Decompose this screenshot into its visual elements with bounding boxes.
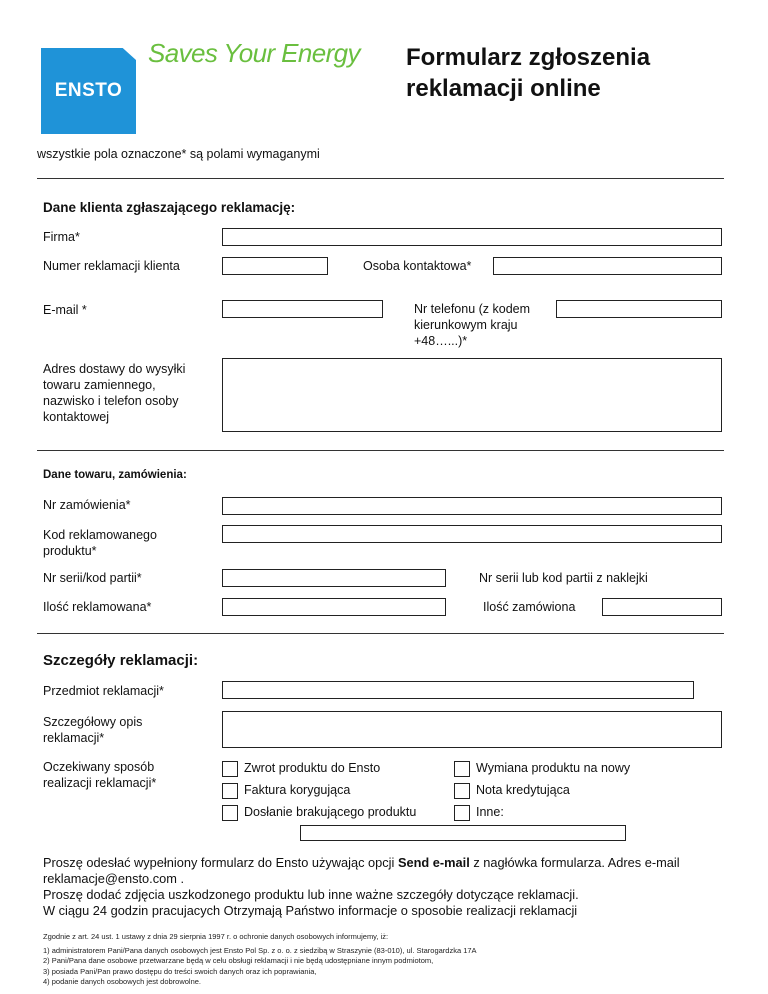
- label-nr-serii: Nr serii/kod partii*: [43, 571, 142, 585]
- divider: [37, 450, 724, 451]
- privacy-item: 3) posiada Pani/Pan prawo dostępu do treści swoich danych oraz ich poprawiania,: [43, 966, 317, 976]
- label-kod-produktu: Kod reklamowanego produktu*: [43, 528, 157, 558]
- label-nr-serii-naklejka: Nr serii lub kod partii z naklejki: [479, 571, 648, 585]
- label-nr-zamowienia: Nr zamówienia*: [43, 498, 131, 512]
- instructions-line-2: Proszę dodać zdjęcia uszkodzonego produktu lub inne ważne szczegóły dotyczące reklamacji.: [43, 887, 579, 902]
- slogan: Saves Your Energy: [148, 38, 360, 68]
- privacy-item: 2) Pani/Pana dane osobowe przetwarzane będą w celu obsługi reklamacji i nie będą udostępniane innym podmiotom,: [43, 956, 434, 965]
- title-line-2: reklamacji online: [406, 75, 601, 102]
- ilosc-reklamowana-field[interactable]: [222, 598, 446, 616]
- nr-zamowienia-field[interactable]: [222, 497, 722, 515]
- checkbox-zwrot[interactable]: [222, 761, 238, 777]
- telefon-field[interactable]: [556, 300, 722, 318]
- label-telefon: Nr telefonu (z kodem kierunkowym kraju +48…...)*: [414, 302, 531, 348]
- label-email: E-mail *: [43, 303, 87, 317]
- label-sposob: Oczekiwany sposób realizacji reklamacji*: [43, 760, 157, 790]
- send-email-label: Send e-mail: [397, 855, 470, 870]
- label-numer-reklamacji: Numer reklamacji klienta: [43, 259, 180, 273]
- checkbox-nota[interactable]: [454, 783, 470, 799]
- numer-reklamacji-field[interactable]: [222, 257, 328, 275]
- title-line-1: Formularz zgłoszenia: [406, 44, 651, 71]
- instructions-text: z nagłówka formularza. Adres e-mail reklamacje@ensto.com .: [43, 855, 680, 886]
- nr-serii-field[interactable]: [222, 569, 446, 587]
- privacy-notes: [43, 932, 733, 988]
- privacy-intro: Zgodnie z art. 24 ust. 1 ustawy z dnia 29 sierpnia 1997 r. o ochronie danych osobowych informujemy, iż:: [43, 932, 389, 941]
- adres-field[interactable]: [222, 358, 722, 432]
- logo-text: ENSTO: [54, 80, 123, 101]
- option-nota: Nota kredytująca: [476, 783, 570, 797]
- page-title: [406, 42, 650, 104]
- product-heading: Dane towaru, zamówienia:: [43, 469, 187, 481]
- label-ilosc-reklamowana: Ilość reklamowana*: [43, 600, 152, 614]
- option-zwrot: Zwrot produktu do Ensto: [244, 761, 381, 775]
- required-note: wszystkie pola oznaczone* są polami wymaganymi: [37, 147, 320, 161]
- label-przedmiot: Przedmiot reklamacji*: [43, 684, 164, 698]
- privacy-item: 4) podanie danych osobowych jest dobrowolne.: [43, 977, 202, 986]
- opis-field[interactable]: [222, 711, 722, 748]
- option-doslanie: Dosłanie brakującego produktu: [244, 805, 417, 819]
- option-faktura: Faktura korygująca: [244, 783, 351, 797]
- label-opis: Szczegółowy opis reklamacji*: [43, 715, 143, 745]
- label-firma: Firma*: [43, 230, 80, 244]
- instructions: [43, 855, 733, 919]
- przedmiot-field[interactable]: [222, 681, 694, 699]
- email-field[interactable]: [222, 300, 383, 318]
- customer-heading: Dane klienta zgłaszającego reklamację:: [43, 200, 296, 215]
- inne-field[interactable]: [300, 825, 626, 841]
- instructions-text: Proszę odesłać wypełniony formularz do Ensto używając opcji: [43, 855, 398, 870]
- osoba-kontaktowa-field[interactable]: [493, 257, 722, 275]
- firma-field[interactable]: [222, 228, 722, 246]
- instructions-line-3: W ciągu 24 godzin pracujacych Otrzymają Państwo informacje o sposobie realizacji reklamacji: [43, 903, 578, 918]
- ilosc-zamowiona-field[interactable]: [602, 598, 722, 616]
- divider: [37, 633, 724, 634]
- label-adres: Adres dostawy do wysyłki towaru zamiennego, nazwisko i telefon osoby kontaktowej: [43, 362, 186, 424]
- checkbox-inne[interactable]: [454, 805, 470, 821]
- option-inne: Inne:: [476, 805, 504, 819]
- instructions-line-1: [43, 855, 733, 887]
- option-wymiana: Wymiana produktu na nowy: [476, 761, 631, 775]
- checkbox-wymiana[interactable]: [454, 761, 470, 777]
- checkbox-doslanie[interactable]: [222, 805, 238, 821]
- kod-produktu-field[interactable]: [222, 525, 722, 543]
- label-ilosc-zamowiona: Ilość zamówiona: [483, 600, 576, 614]
- divider: [37, 178, 724, 179]
- privacy-item: 1) administratorem Pani/Pana danych osobowych jest Ensto Pol Sp. z o. o. z siedzibą w Straszynie (83-010), ul. Starogardzka 17A: [43, 945, 477, 955]
- label-osoba-kontaktowa: Osoba kontaktowa*: [363, 259, 472, 273]
- checkbox-faktura[interactable]: [222, 783, 238, 799]
- details-heading: Szczegóły reklamacji:: [43, 652, 199, 669]
